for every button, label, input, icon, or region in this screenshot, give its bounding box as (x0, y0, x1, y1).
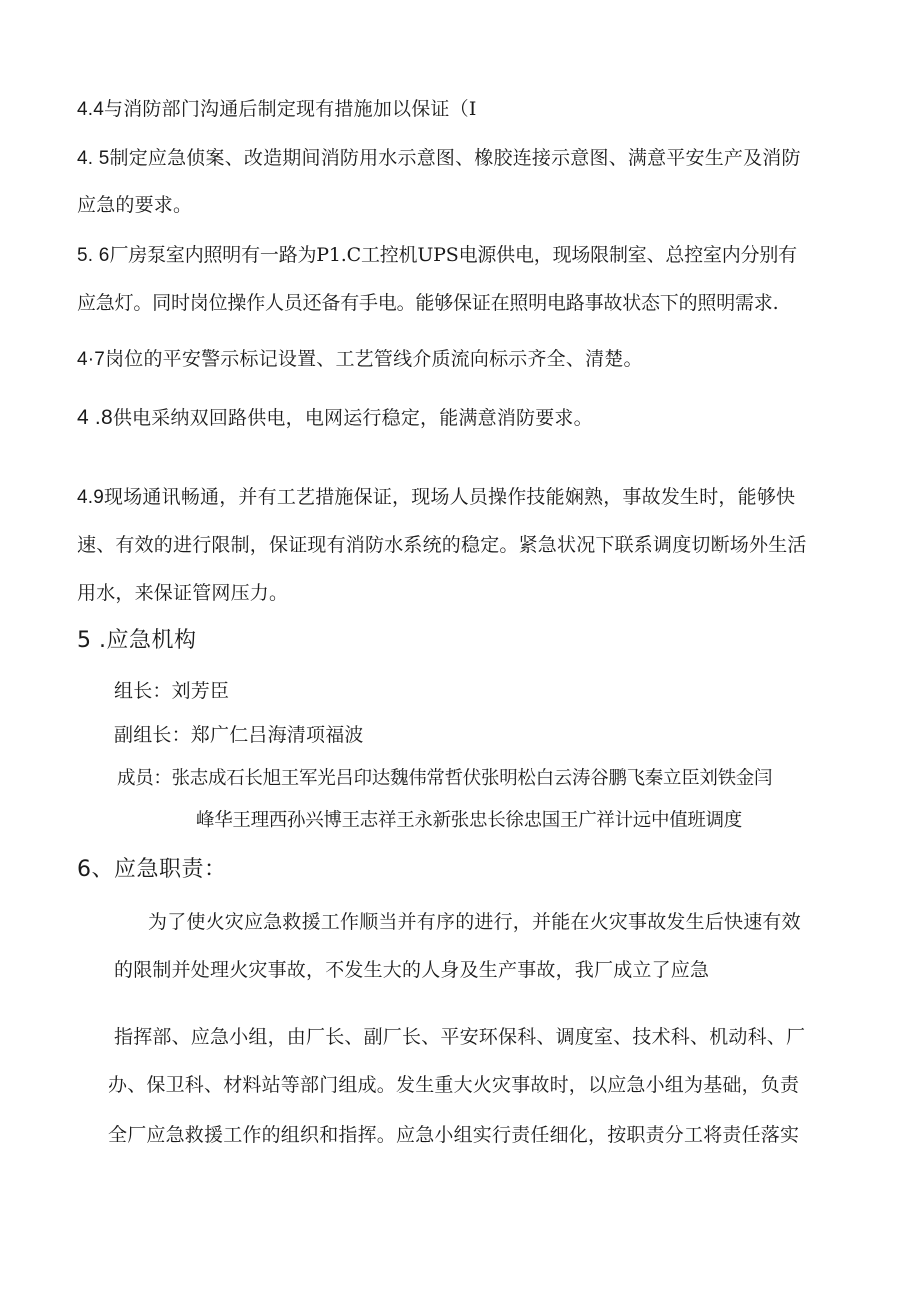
item-number: 5. 6 (77, 245, 110, 266)
item-number: 4 .8 (77, 406, 113, 429)
section-6-heading: 6、应急职责： (77, 857, 227, 882)
item-4-9-cont-1: 速、有效的进行限制，保证现有消防水系统的稳定。紧急状况下联系调度切断场外生活 (77, 534, 807, 556)
section-6-para2-cont-2: 全厂应急救援工作的组织和指挥。应急小组实行责任细化，按职责分工将责任落实 (108, 1124, 800, 1146)
item-text: 与消防部门沟通后制定现有措施加以保证（I (104, 98, 477, 120)
item-number: 4·7 (77, 349, 106, 370)
item-number: 4. 5 (77, 148, 110, 169)
section-6-para2-cont-1: 办、保卫科、材料站等部门组成。发生重大火灾事故时，以应急小组为基础，负责 (108, 1074, 800, 1096)
item-text: 制定应急侦案、改造期间消防用水示意图、橡胶连接示意图、满意平安生产及消防 (109, 147, 801, 169)
item-text: 厂房泵室内照明有一路为P1.C工控机UPS电源供电，现场限制室、总控室内分别有 (109, 244, 797, 266)
item-4-4 (77, 96, 477, 123)
item-4-9-cont-2: 用水，来保证管网压力。 (77, 582, 289, 604)
item-4-8 (77, 405, 593, 431)
item-5-6-cont: 应急灯。同时岗位操作人员还备有手电。能够保证在照明电路事故状态下的照明需求. (77, 292, 779, 314)
section-5-members: 成员：张志成石长旭王军光吕印达魏伟常哲伏张明松白云涛谷鹏飞秦立臣刘铁金闫 (117, 768, 773, 789)
section-6-para1: 为了使火灾应急救援工作顺当并有序的进行，并能在火灾事故发生后快速有效 (148, 911, 801, 933)
item-number: 4.4 (77, 99, 105, 120)
item-4-5 (77, 145, 801, 172)
item-text: 供电采纳双回路供电，电网运行稳定，能满意消防要求。 (112, 407, 593, 429)
item-4-5-cont: 应急的要求。 (77, 194, 193, 216)
section-5-leader: 组长：刘芳臣 (114, 680, 230, 702)
item-4-9 (77, 484, 795, 511)
item-text: 岗位的平安警示标记设置、工艺管线介质流向标示齐全、清楚。 (105, 348, 643, 370)
section-5-heading: 5 .应急机构 (77, 628, 197, 653)
section-6-para2: 指挥部、应急小组，由厂长、副厂长、平安环保科、调度室、技术科、机动科、厂 (114, 1026, 806, 1048)
item-text: 现场通讯畅通，并有工艺措施保证，现场人员操作技能娴熟，事故发生时，能够快 (104, 486, 796, 508)
section-5-members-cont: 峰华王理西孙兴博王志祥王永新张忠长徐忠国王广祥计远中值班调度 (196, 810, 743, 831)
item-5-6 (77, 242, 797, 269)
section-6-para1-cont: 的限制并处理火灾事故，不发生大的人身及生产事故，我厂成立了应急 (114, 959, 710, 981)
section-5-deputy: 副组长：郑广仁吕海清项福波 (114, 724, 364, 746)
item-number: 4.9 (77, 487, 105, 508)
item-4-7 (77, 346, 643, 373)
